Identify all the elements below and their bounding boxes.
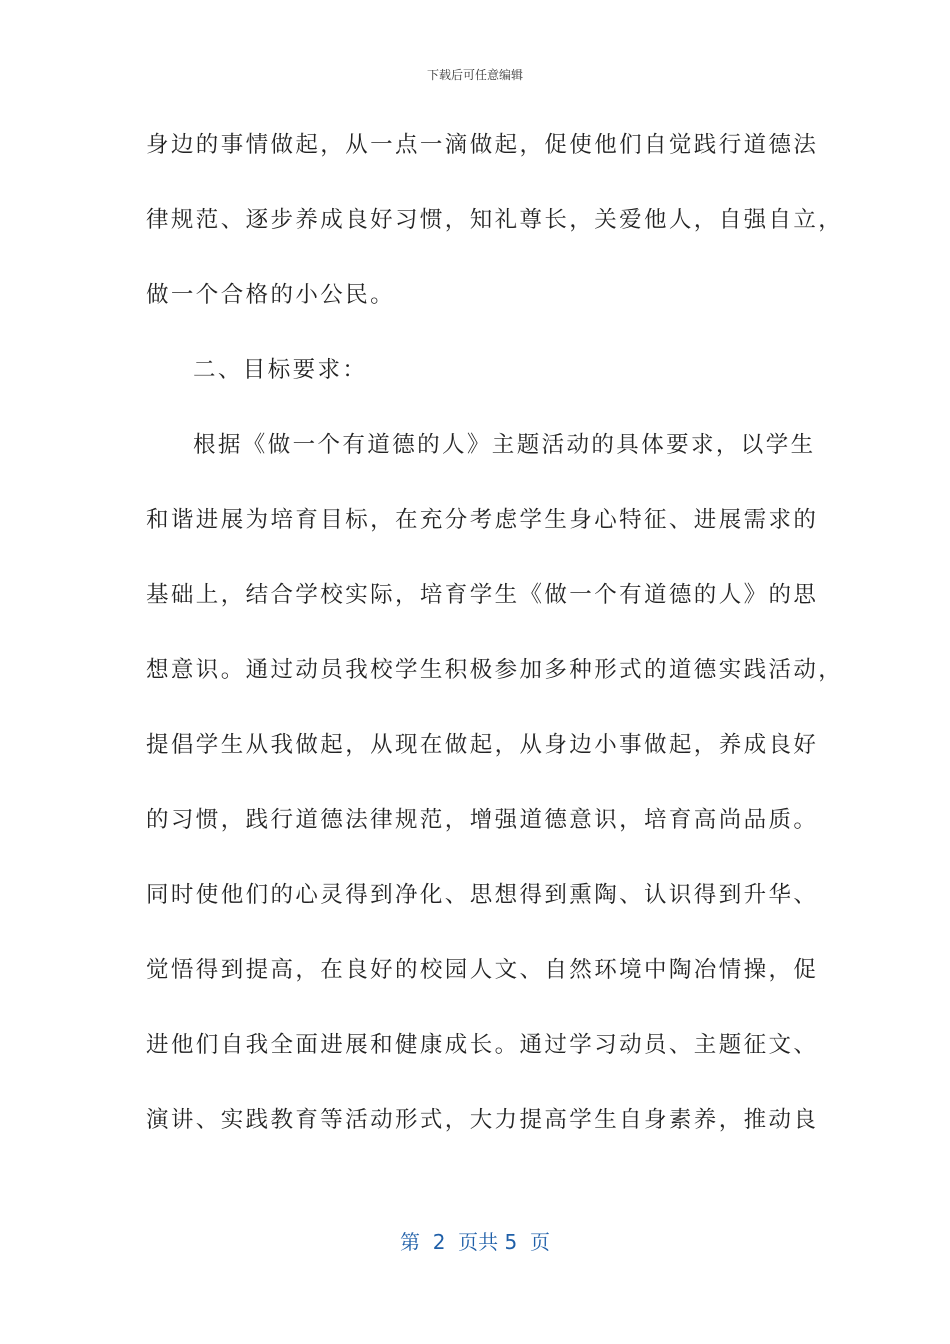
paragraph-line: 的习惯，践行道德法律规范，增强道德意识，培育高尚品质。	[146, 807, 819, 833]
section-heading: 二、目标要求：	[193, 357, 368, 383]
paragraph-line: 做一个合格的小公民。	[146, 282, 396, 308]
paragraph-line: 觉悟得到提高，在良好的校园人文、自然环境中陶冶情操，促	[146, 957, 819, 983]
paragraph-line: 根据《做一个有道德的人》主题活动的具体要求，以学生	[193, 432, 816, 458]
paragraph-line: 提倡学生从我做起，从现在做起，从身边小事做起，养成良好	[146, 732, 819, 758]
paragraph-line: 律规范、逐步养成良好习惯，知礼尊长，关爱他人，自强自立，	[146, 207, 844, 233]
paragraph-line: 演讲、实践教育等活动形式，大力提高学生自身素养，推动良	[146, 1107, 819, 1133]
paragraph-line: 进他们自我全面进展和健康成长。通过学习动员、主题征文、	[146, 1032, 819, 1058]
paragraph-line: 基础上，结合学校实际，培育学生《做一个有道德的人》的思	[146, 582, 819, 608]
paragraph-line: 和谐进展为培育目标，在充分考虑学生身心特征、进展需求的	[146, 507, 819, 533]
header-note: 下载后可任意编辑	[426, 68, 523, 82]
paragraph-line: 身边的事情做起，从一点一滴做起，促使他们自觉践行道德法	[146, 132, 819, 158]
paragraph-line: 想意识。通过动员我校学生积极参加多种形式的道德实践活动，	[146, 657, 844, 683]
paragraph-line: 同时使他们的心灵得到净化、思想得到熏陶、认识得到升华、	[146, 882, 819, 908]
page-number: 第 2 页共 5 页	[400, 1230, 550, 1254]
